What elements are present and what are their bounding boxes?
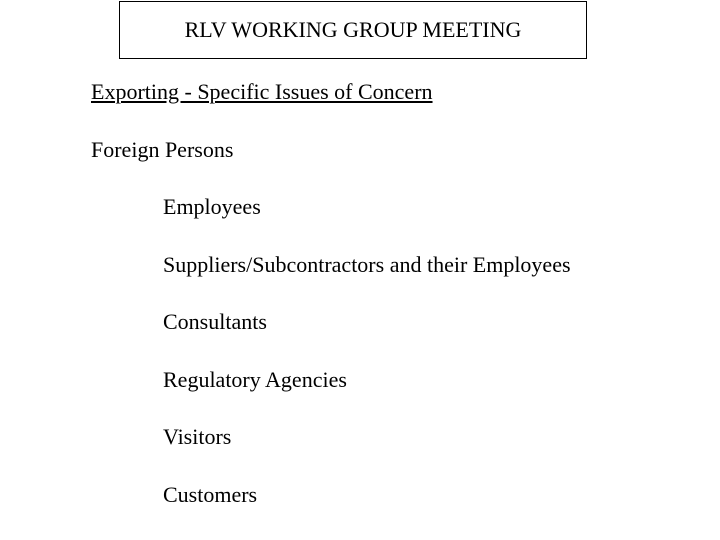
title-box [119, 1, 587, 59]
list-item-suppliers: Suppliers/Subcontractors and their Employees [163, 251, 571, 277]
list-item-consultants: Consultants [163, 309, 267, 334]
section-heading: Exporting - Specific Issues of Concern [91, 79, 433, 104]
list-item-customers: Customers [163, 481, 258, 507]
list-item-regulatory-agencies: Regulatory Agencies [163, 366, 347, 392]
foreign-persons-list [163, 194, 571, 539]
category-label: Foreign Persons [91, 137, 234, 162]
list-item-employees: Employees [163, 194, 261, 219]
page-title: RLV WORKING GROUP MEETING [184, 17, 522, 42]
list-item-visitors: Visitors [163, 424, 232, 449]
